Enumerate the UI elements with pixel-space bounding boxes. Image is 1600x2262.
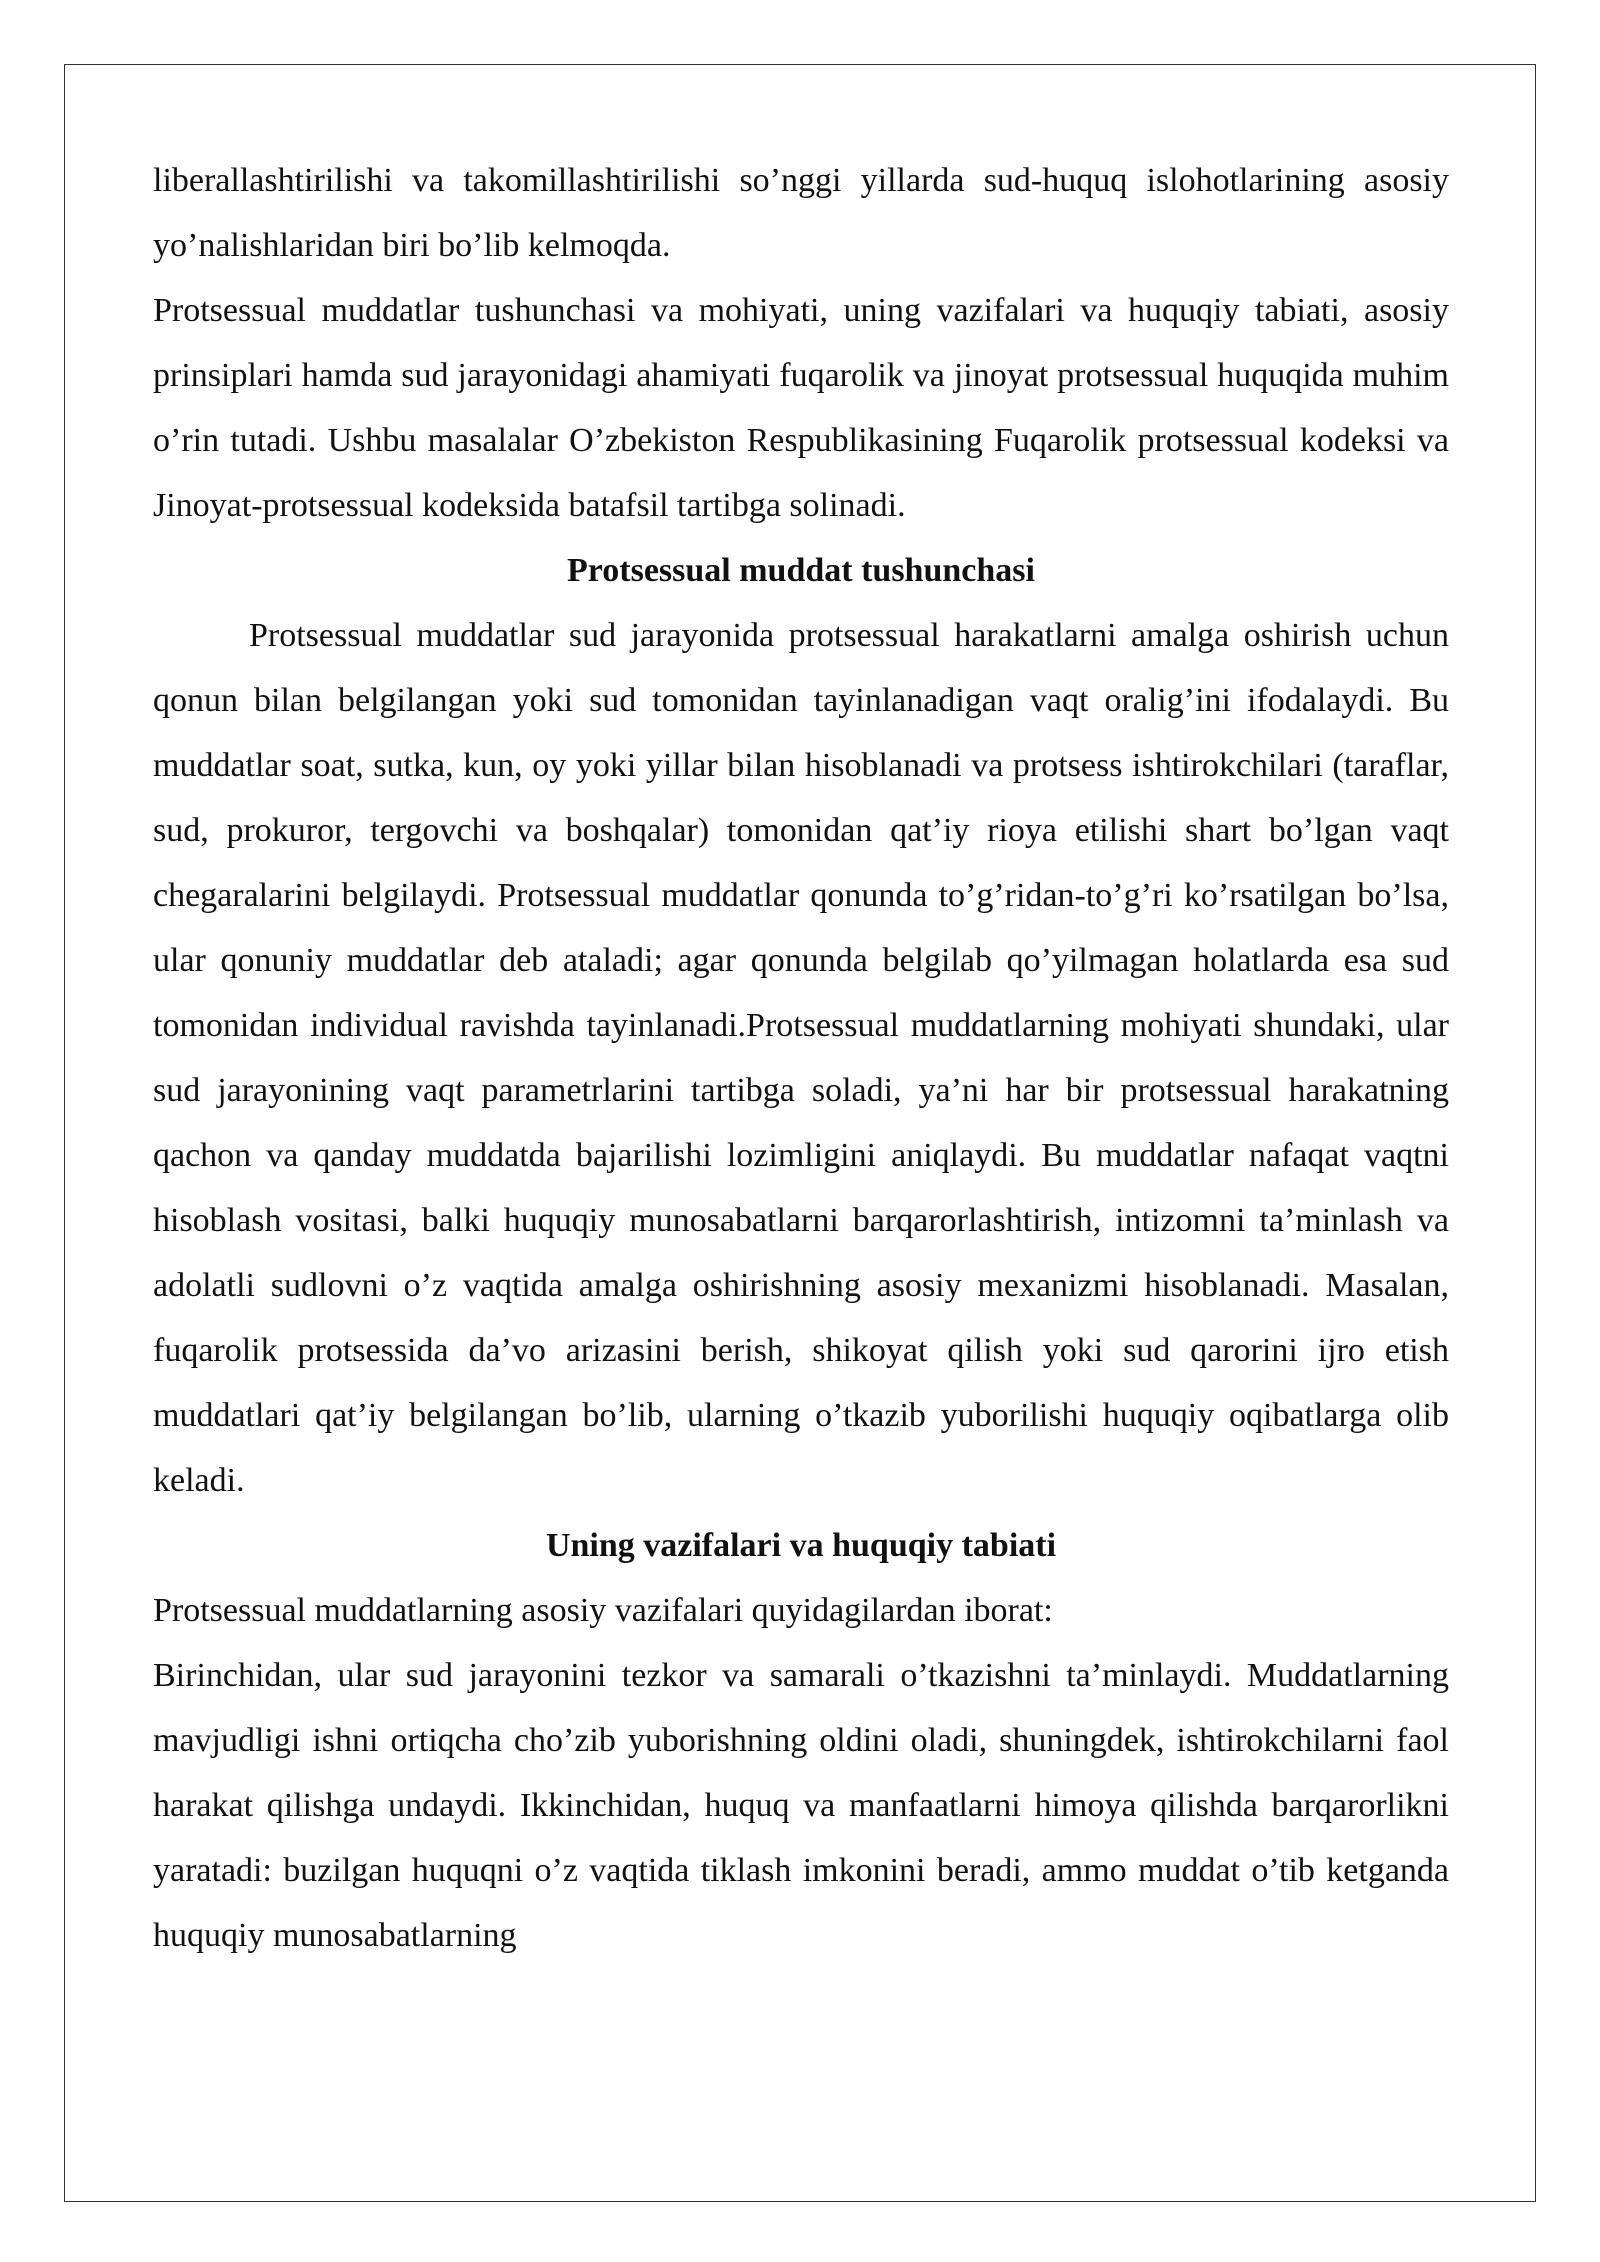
section-heading-functions: Uning vazifalari va huquqiy tabiati — [545, 1527, 1057, 1564]
paragraph-concept: Protsessual muddatlar sud jarayonida protsessual harakatlarni amalga oshirish uchun qonun bilan belgilangan yoki sud tomonidan tayinlanadigan vaqt oralig’ini ifodalaydi. Bu muddatlar soat, sutka, kun, oy yoki yillar bilan hisoblanadi va protsess ishtirokchilari (taraflar, sud, prokuror, tergovchi va boshqalar) tomonidan qat’iy rioya etilishi shart bo’lgan vaqt chegaralarini belgilaydi. Protsessual muddatlar qonunda to’g’ridan-to’g’ri ko’rsatilgan bo’lsa, ular qonuniy muddatlar deb ataladi; agar qonunda belgilab qo’yilmagan holatlarda esa sud tomonidan individual ravishda tayinlanadi.Protsessual muddatlarning mohiyati shundaki, ular sud jarayonining vaqt parametrlarini tartibga soladi, ya’ni har bir protsessual harakatning qachon va qanday muddatda bajarilishi lozimligini aniqlaydi. Bu muddatlar nafaqat vaqtni hisoblash vositasi, balki huquqiy munosabatlarni barqarorlashtirish, intizomni ta’minlash va adolatli sudlovni o’z vaqtida amalga oshirishning asosiy mexanizmi hisoblanadi. Masalan, fuqarolik protsessida da’vo arizasini berish, shikoyat qilish yoki sud qarorini ijro etish muddatlari qat’iy belgilangan bo’lib, ularning o’tkazib yuborilishi huquqiy oqibatlarga olib keladi. — [153, 617, 1449, 1499]
paragraph-continuation: liberallashtirilishi va takomillashtirilishi so’nggi yillarda sud-huquq islohotlarining asosiy yo’nalishlaridan biri bo’lib kelmoqda. — [153, 162, 1449, 264]
section-heading-concept: Protsessual muddat tushunchasi — [567, 552, 1035, 589]
paragraph-functions-intro: Protsessual muddatlarning asosiy vazifalari quyidagilardan iborat: — [153, 1592, 1053, 1629]
document-body — [153, 148, 1449, 1968]
paragraph-functions: Birinchidan, ular sud jarayonini tezkor va samarali o’tkazishni ta’minlaydi. Muddatlarning mavjudligi ishni ortiqcha cho’zib yuborishning oldini oladi, shuningdek, ishtirokchilarni faol harakat qilishga undaydi. Ikkinchidan, huquq va manfaatlarni himoya qilishda barqarorlikni yaratadi: buzilgan huquqni o’z vaqtida tiklash imkonini beradi, ammo muddat o’tib ketganda huquqiy munosabatlarning — [153, 1657, 1449, 1954]
paragraph-intro: Protsessual muddatlar tushunchasi va mohiyati, uning vazifalari va huquqiy tabiati, asosiy prinsiplari hamda sud jarayonidagi ahamiyati fuqarolik va jinoyat protsessual huquqida muhim o’rin tutadi. Ushbu masalalar O’zbekiston Respublikasining Fuqarolik protsessual kodeksi va Jinoyat-protsessual kodeksida batafsil tartibga solinadi. — [153, 292, 1449, 524]
